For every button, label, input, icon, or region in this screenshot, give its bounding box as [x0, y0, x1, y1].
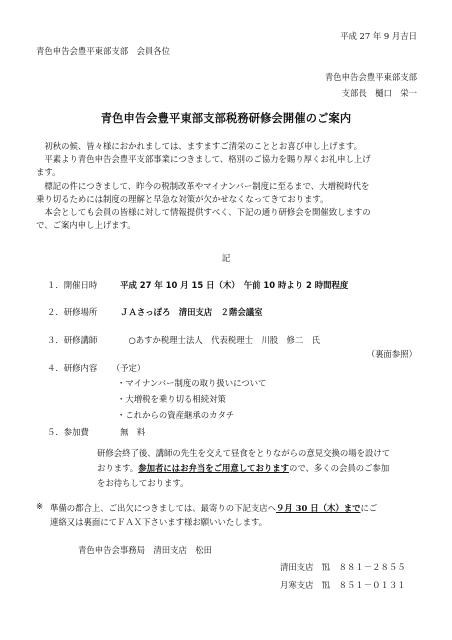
after-line3: をお待ちしております。	[97, 478, 189, 488]
item-number: ５．	[47, 427, 64, 437]
paragraph-thanks-line1: 平素より青色申告会豊平支部事業につきまして、格別のご協力を賜り厚くお礼申し上げ	[44, 154, 371, 165]
item-number: ３．	[47, 335, 64, 345]
paragraph-greeting: 初秋の候、皆々様におかれましては、ますますご清栄のこととお喜び申し上げます。	[44, 141, 362, 151]
item-number: ２．	[47, 307, 64, 317]
item-fee	[47, 427, 145, 437]
item-label: 研修講師	[63, 335, 98, 345]
paragraph-announce-line1: 本会としても会員の皆様に対して情報提供すべく、下記の通り研修会を開催致しますの	[44, 207, 371, 218]
note-line1: 準備の都合上、ご出欠につきましては、最寄りの下記支店へ９月 30 日（木）までにご	[50, 503, 378, 513]
branch-name: 清田支店	[280, 562, 314, 572]
document-title: 青色申告会豊平東部支部税務研修会開催のご案内	[100, 112, 352, 125]
item-number: ４．	[47, 363, 64, 373]
item-value: ＪＡさっぽろ 清田支店 ２階会議室	[120, 307, 263, 317]
note-mark: ※	[36, 501, 44, 511]
note-paragraph	[50, 501, 377, 529]
document-date: 平成 27 年 9 月吉日	[340, 31, 417, 41]
deadline-highlight: ９月 30 日（木）まで	[275, 503, 361, 513]
item-value: ○あすか税理士法人 代表税理士 川股 修二 氏	[128, 335, 321, 345]
sender-org: 青色申告会豊平東部支部	[324, 72, 417, 82]
branch-phone: ℡ ８５１－０１３１	[321, 580, 406, 590]
item-value: 平成 27 年 10 月 15 日（木） 午前 10 時より 2 時間程度	[120, 280, 349, 290]
contact-branch2	[280, 580, 406, 590]
contact-branch1	[280, 562, 406, 572]
after-paragraph	[97, 446, 390, 491]
body-text	[36, 140, 426, 232]
sender-name: 支部長 樋口 栄一	[341, 88, 417, 98]
item-date	[47, 280, 348, 290]
addressee: 青色申告会豊平東部支部 会員各位	[36, 46, 170, 56]
branch-phone: ℡ ８８１－２８５５	[321, 562, 406, 572]
item-number: １．	[47, 280, 64, 290]
item-label: 研修内容	[63, 363, 98, 373]
item-label: 研修場所	[63, 307, 98, 317]
lecturer-note: （裏面参照）	[366, 349, 417, 359]
item-note: （予定）	[111, 363, 146, 373]
item-lecturer	[47, 335, 320, 345]
item-label: 参加費	[63, 427, 89, 437]
item-label: 開催日時	[63, 280, 98, 290]
item-content	[47, 363, 145, 373]
after-line2: おります。参加者にはお弁当をご用意しておりますので、多くの会員のご参加	[97, 463, 390, 473]
paragraph-thanks-line2: ます。	[36, 167, 61, 178]
contact-office: 青色申告会事務局 清田支店 松田	[78, 545, 212, 555]
paragraph-announce-line2: で、ご案内申し上げます。	[36, 220, 136, 231]
note-line2: 連絡又は裏面にてＦＡＸ下さいます様お願いいたします。	[50, 517, 268, 527]
branch-name: 月寒支店	[280, 580, 314, 590]
paragraph-purpose-line2: 乗り切るためには制度の理解と早急な対策が欠かせなくなってきております。	[36, 193, 329, 204]
content-list-item: ・大増税を乗り切る相続対策	[117, 394, 226, 404]
after-line1: 研修会終了後、講師の先生を交えて昼食をとりながらの意見交換の場を設けて	[97, 448, 391, 458]
paragraph-purpose-line1: 標記の件につきまして、昨今の税制改革やマイナンバー制度に至るまで、大増税時代を	[44, 180, 370, 191]
content-list-item: ・これからの資産継承のカタチ	[117, 410, 235, 420]
ki-heading: 記	[221, 253, 231, 263]
lunch-highlight: 参加者にはお弁当をご用意しております	[138, 463, 289, 473]
item-value: 無 料	[120, 427, 146, 437]
content-list-item: ・マイナンバー制度の取り扱いについて	[117, 378, 267, 388]
item-place	[47, 307, 263, 317]
